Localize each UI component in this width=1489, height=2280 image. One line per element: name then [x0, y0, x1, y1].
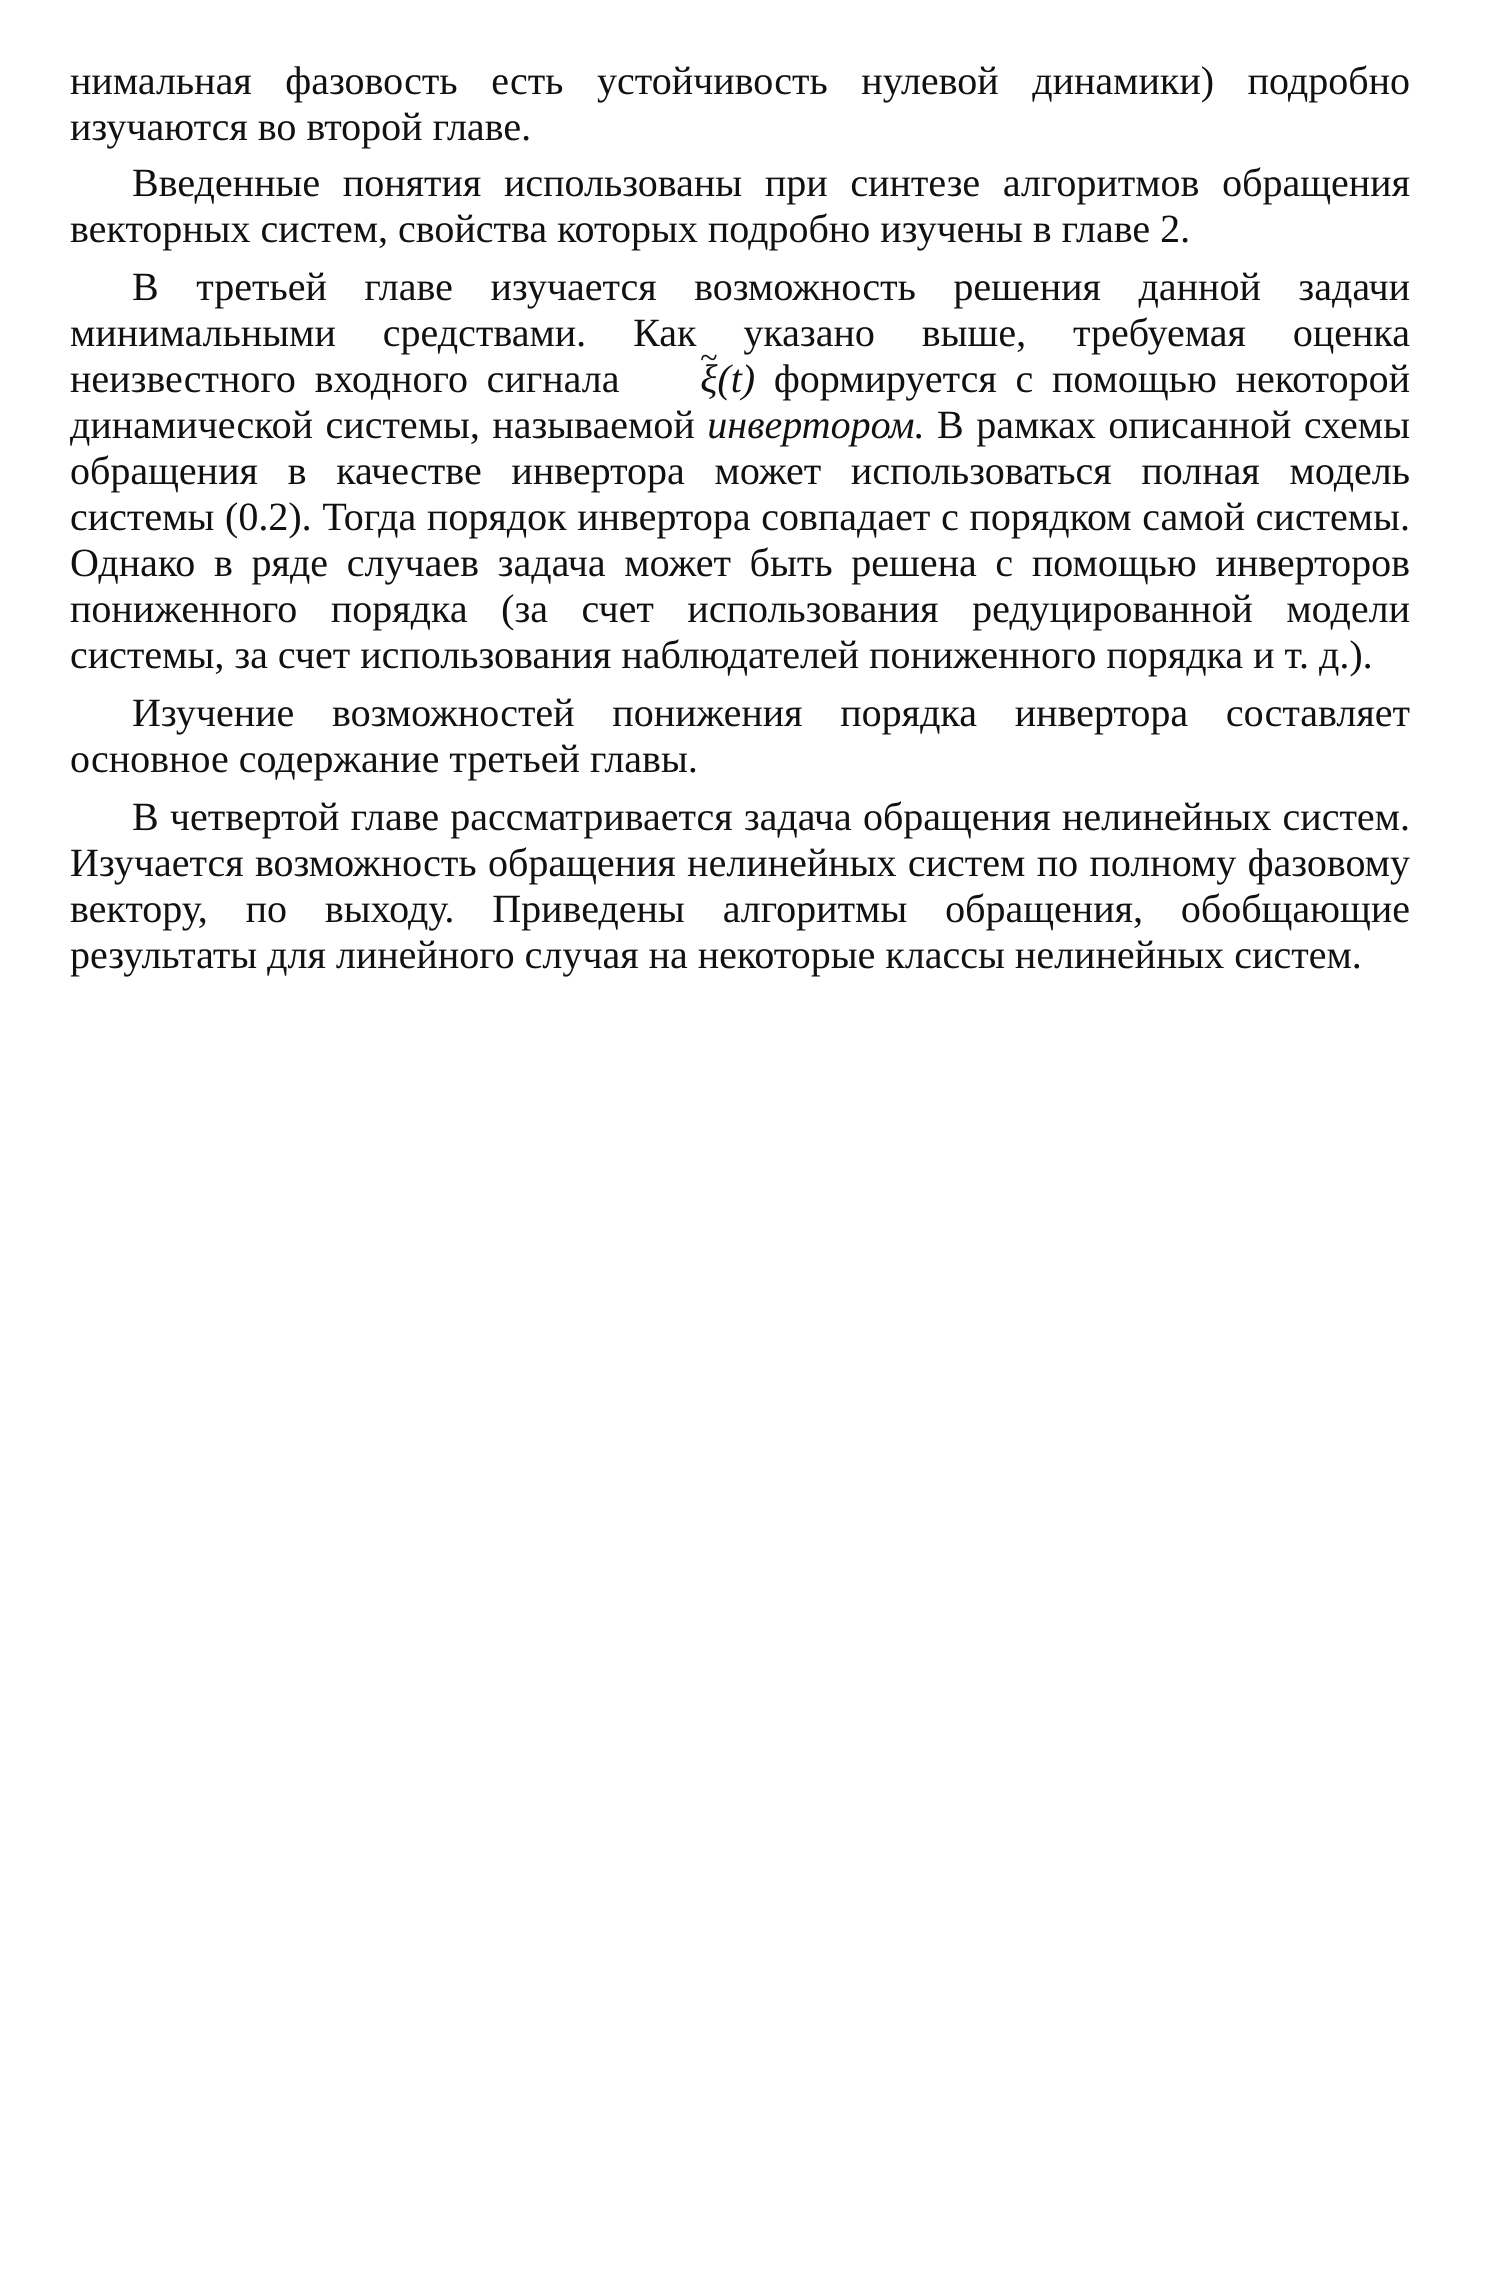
- paragraph-4: [70, 690, 1410, 782]
- input-signal-estimate-formula: [638, 356, 755, 401]
- paragraph-5: [70, 794, 1410, 978]
- paragraph-2: [70, 160, 1410, 252]
- document-page: [70, 58, 1410, 990]
- paragraph-1-text: нимальная фазовость есть устойчивость нулевой динамики) подробно изучаются во второй главе.: [70, 58, 1410, 149]
- paragraph-3-text-before-math: В третьей главе изучается возможность решения данной задачи минимальными средствами. Как указано выше, требуемая оценка неизвестного входного сигнала: [70, 264, 1410, 401]
- paragraph-5-text: В четвертой главе рассматривается задача обращения нелинейных систем. Изучается возможность обращения нелинейных систем по полному фазовому вектору, по выходу. Приведены алгоритмы обращения, обобщающие результаты для линейного случая на некоторые классы нелинейных систем.: [70, 794, 1410, 977]
- paragraph-3: [70, 264, 1410, 678]
- paragraph-1: [70, 58, 1410, 150]
- paragraph-2-text: Введенные понятия использованы при синтезе алгоритмов обращения векторных систем, свойства которых подробно изучены в главе 2.: [70, 160, 1410, 251]
- paragraph-4-text: Изучение возможностей понижения порядка инвертора составляет основное содержание третьей главы.: [70, 690, 1410, 781]
- paragraph-3-text-after: В рамках описанной схемы обращения в качестве инвертора может использоваться полная модель системы (0.2). Тогда порядок инвертора совпадает с порядком самой системы. Однако в ряде случаев задача может быть решена с помощью инверторов пониженного порядка (за счет использования редуцированной модели системы, за счет использования наблюдателей пониженного порядка и т. д.).: [70, 402, 1410, 677]
- paragraph-3-text-between: формируется с помощью некоторой динамической системы, называемой: [70, 356, 1410, 447]
- xi-tilde-symbol: ~ ξ: [638, 356, 717, 402]
- formula-argument: (t): [717, 356, 756, 401]
- inverter-term-emphasis: инвертором.: [707, 402, 925, 447]
